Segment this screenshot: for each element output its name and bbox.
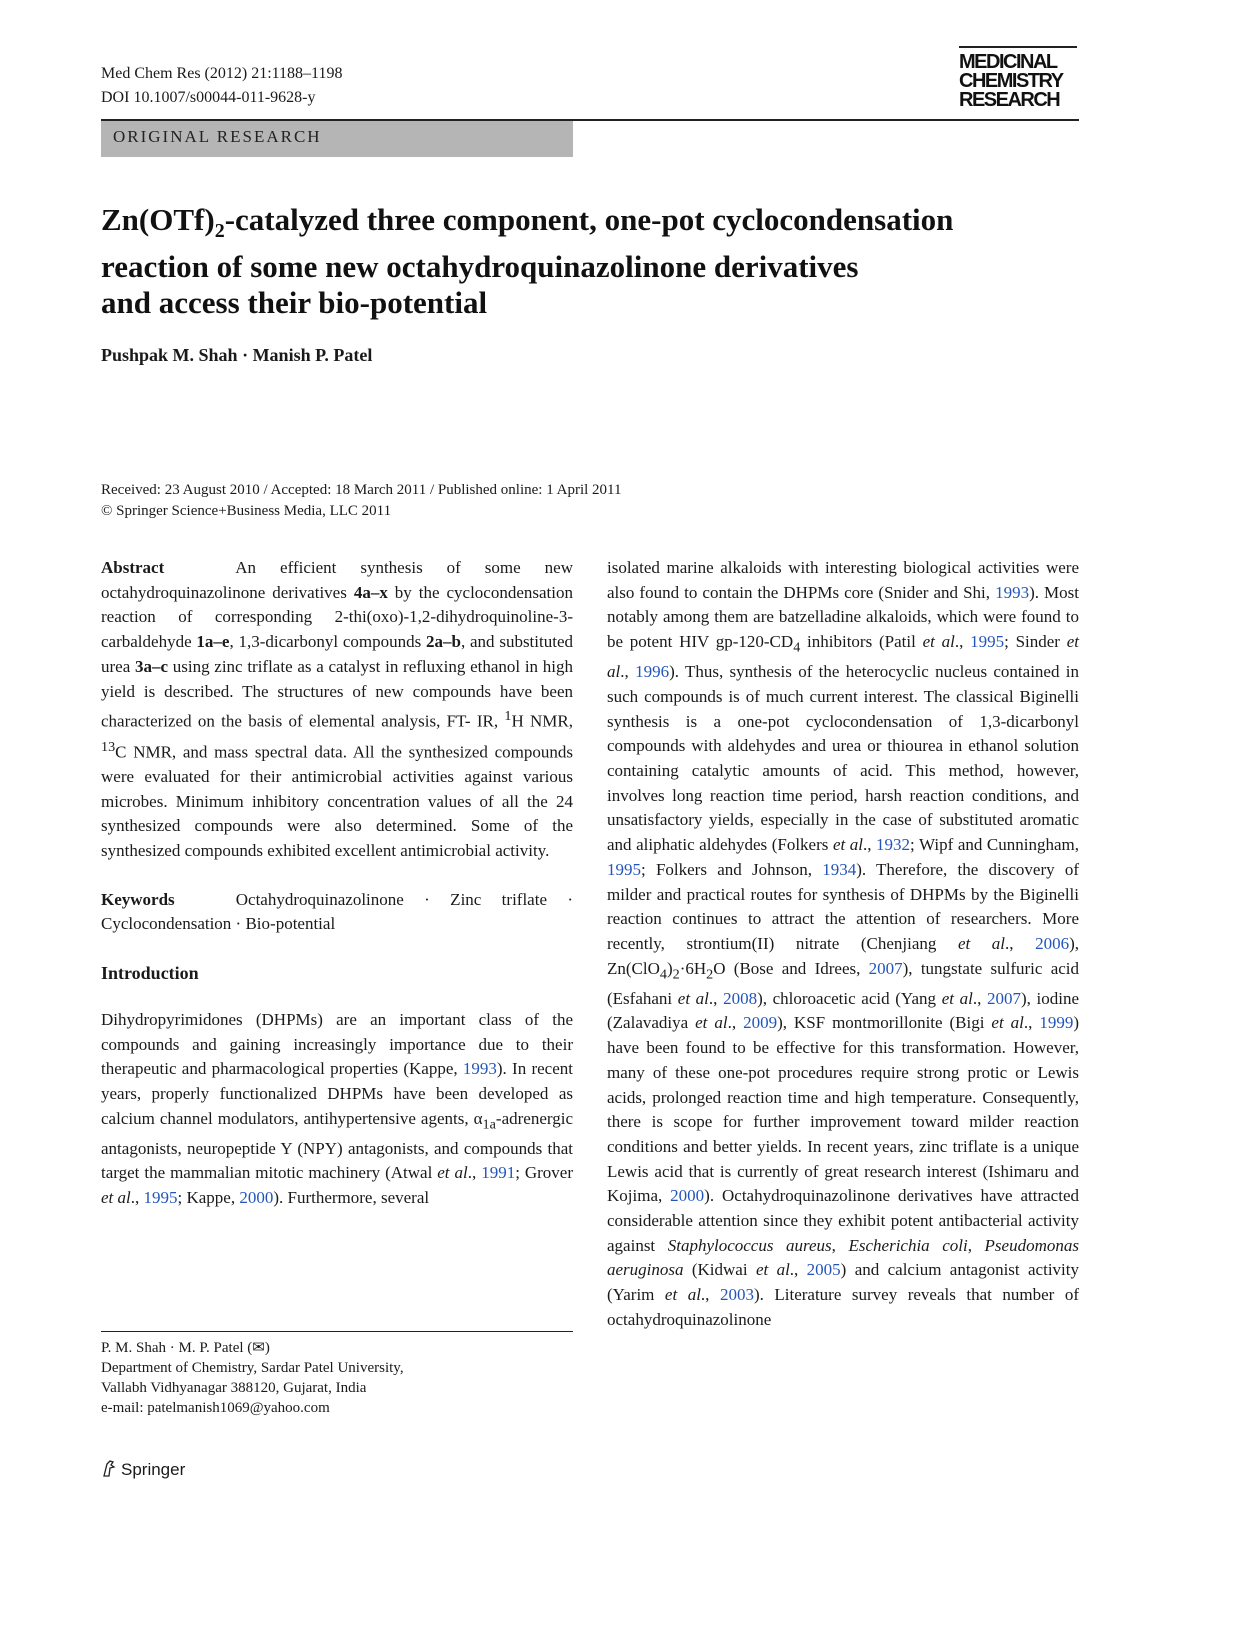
journal-citation: Med Chem Res (2012) 21:1188–1198 bbox=[101, 65, 343, 82]
citation-link[interactable]: 1993 bbox=[462, 1059, 497, 1079]
introduction-heading: Introduction bbox=[101, 963, 199, 984]
title-line-3: and access their bio-potential bbox=[101, 285, 488, 321]
abstract-heading: Abstract bbox=[101, 558, 165, 577]
introduction-paragraph: Dihydropyrimidones (DHPMs) are an important class of the compounds and gaining increasingly importance due to their therapeutic and pharmacological properties (Kappe, 1993). In recent years, properly functionalized DHPMs have been developed as calcium channel modulators, antihypertensive agents, $\alpha_{1a}$-adrenergic antagonists, neuropeptide Y (NPY) antagonists, and compounds that target the mammalian mitotic machinery (Atwal et al., 1991; Grover et al., 1995; Kappe, 2000). Furthermore, several bbox=[101, 1009, 574, 1208]
right-column bbox=[607, 556, 1079, 1333]
citation-link[interactable]: 1995 bbox=[970, 632, 1005, 652]
email: e-mail: patelmanish1069@yahoo.com bbox=[101, 1400, 330, 1416]
authors: Pushpak M. Shah · Manish P. Patel bbox=[101, 345, 373, 365]
citation-link[interactable]: 1999 bbox=[1039, 1013, 1074, 1033]
citation-link[interactable]: 2000 bbox=[670, 1186, 705, 1206]
department: Department of Chemistry, Sardar Patel University, bbox=[101, 1360, 404, 1376]
title-subscript: 2 bbox=[214, 220, 225, 243]
citation-link[interactable]: 2006 bbox=[1035, 933, 1070, 953]
keywords-list: Octahydroquinazolinone · Zinc triflate · Cyclocondensation · Bio-potential bbox=[101, 889, 574, 934]
journal-reference bbox=[101, 62, 342, 110]
keywords bbox=[101, 888, 573, 937]
citation-link[interactable]: 2003 bbox=[719, 1285, 754, 1305]
citation-link[interactable]: 1991 bbox=[481, 1163, 516, 1183]
address: Vallabh Vidhyanagar 388120, Gujarat, India bbox=[101, 1380, 367, 1396]
citation-link[interactable]: 2000 bbox=[239, 1188, 274, 1208]
citation-link[interactable]: 1996 bbox=[635, 662, 670, 682]
citation-link[interactable]: 2008 bbox=[723, 988, 758, 1008]
author-footnote: P. M. Shah · M. P. Patel (✉) Department of Chemistry, Sardar Patel University, Vallabh Vidhyanagar 388120, Gujarat, India e-mail: patelmanish1069@yahoo.com bbox=[101, 1340, 404, 1416]
citation-link[interactable]: 1995 bbox=[607, 859, 641, 879]
citation-link[interactable]: 2005 bbox=[806, 1260, 841, 1280]
dates-line: Received: 23 August 2010 / Accepted: 18 March 2011 / Published online: 1 April 2011 bbox=[101, 482, 622, 498]
left-column bbox=[101, 556, 573, 1211]
citation-link[interactable]: 1932 bbox=[876, 835, 911, 855]
logo-line-3: RESEARCH bbox=[959, 89, 1060, 111]
citation-link[interactable]: 1934 bbox=[822, 859, 857, 879]
publisher-name: Springer bbox=[121, 1460, 186, 1479]
springer-horse-icon bbox=[101, 1458, 117, 1478]
publication-dates bbox=[101, 480, 622, 522]
title-line-2: reaction of some new octahydroquinazolinone derivatives bbox=[101, 249, 859, 285]
logo-line-2: CHEMISTRY bbox=[959, 70, 1063, 92]
keywords-heading: Keywords bbox=[101, 889, 175, 909]
logo-line-1: MEDICINAL bbox=[959, 51, 1057, 73]
copyright: © Springer Science+Business Media, LLC 2011 bbox=[101, 503, 392, 519]
title-part: Zn(OTf) bbox=[101, 202, 215, 237]
footnote-rule bbox=[101, 1331, 573, 1332]
publisher-footer bbox=[101, 1458, 185, 1480]
citation-link[interactable]: 1993 bbox=[995, 582, 1030, 602]
body-paragraph: isolated marine alkaloids with interesting biological activities were also found to contain the DHPMs core (Snider and Shi, 1993). Most notably among them are batzelladine alkaloids, which were found to be potent HIV $gp-120-CD_4$ inhibitors (Patil et al., 1995; Sinder et al., 1996). Thus, synthesis of the heterocyclic nucleus contained in such compounds is of much current interest. The classical Biginelli synthesis is a one-pot cyclocondensation of 1,3-dicarbonyl compounds with aldehydes and urea or thiourea in ethanol solution containing catalytic amounts of acid. This method, however, involves long reaction time period, harsh reaction conditions, and unsatisfactory yields, especially in the case of substituted aromatic and aliphatic aldehydes (Folkers et al., 1932; Wipf and Cunningham, 1995; Folkers and Johnson, 1934). Therefore, the discovery of milder and practical routes for synthesis of DHPMs by the Biginelli reaction continues to attract the attention of researchers. More recently, strontium(II) nitrate (Chenjiang et al., 2006), $Zn(ClO_4)_2\cdot 6H_2O$ (Bose and Idrees, 2007), tungstate sulfuric acid (Esfahani et al., 2008), chloroacetic acid (Yang et al., 2007), iodine (Zalavadiya et al., 2009), KSF montmorillonite (Bigi et al., 1999) have been found to be effective for this transformation. However, many of these one-pot procedures require strong protic or Lewis acids, prolonged reaction time and high temperature. Consequently, there is scope for further improvement toward milder reaction conditions and better yields. In recent years, zinc triflate is a unique Lewis acid that is currently of great research interest (Ishimaru and Kojima, 2000). Octahydroquinazolinone derivatives have attracted considerable attention since they exhibit potent antibacterial activity against Staphylococcus aureus, Escherichia coli, Pseudomonas aeruginosa (Kidwai et al., 2005) and calcium antagonist activity (Yarim et al., 2003). Literature survey reveals that number of octahydroquinazolinone bbox=[607, 558, 1080, 1329]
citation-link[interactable]: 2007 bbox=[868, 958, 903, 978]
section-banner-label: ORIGINAL RESEARCH bbox=[113, 127, 322, 146]
title-part: -catalyzed three component, one-pot cyclocondensation bbox=[224, 202, 954, 237]
citation-link[interactable]: 1995 bbox=[143, 1188, 178, 1208]
journal-logo bbox=[959, 46, 1077, 110]
abstract: Abstract An efficient synthesis of some new octahydroquinazolinone derivatives 4a–x by the cyclocondensation reaction of corresponding 2-thi(oxo)-1,2-dihydroquinoline-3-carbaldehyde 1a–e, 1,3-dicarbonyl compounds 2a–b, and substituted urea 3a–c using zinc triflate as a catalyst in refluxing ethanol in high yield is described. The structures of new compounds have been characterized on the basis of elemental analysis, FT- IR, $^1$H NMR, $^{13}$C NMR, and mass spectral data. All the synthesized compounds were evaluated for their antimicrobial activities against various microbes. Minimum inhibitory concentration values of all the 24 synthesized compounds were also determined. Some of the synthesized compounds exhibited excellent antimicrobial activity. bbox=[101, 558, 573, 861]
doi: DOI 10.1007/s00044-011-9628-y bbox=[101, 89, 316, 106]
citation-link[interactable]: 2009 bbox=[743, 1013, 778, 1033]
citation-link[interactable]: 2007 bbox=[986, 988, 1021, 1008]
article-title bbox=[101, 202, 1101, 321]
envelope-icon: ✉ bbox=[252, 1340, 265, 1356]
section-banner bbox=[101, 121, 573, 157]
